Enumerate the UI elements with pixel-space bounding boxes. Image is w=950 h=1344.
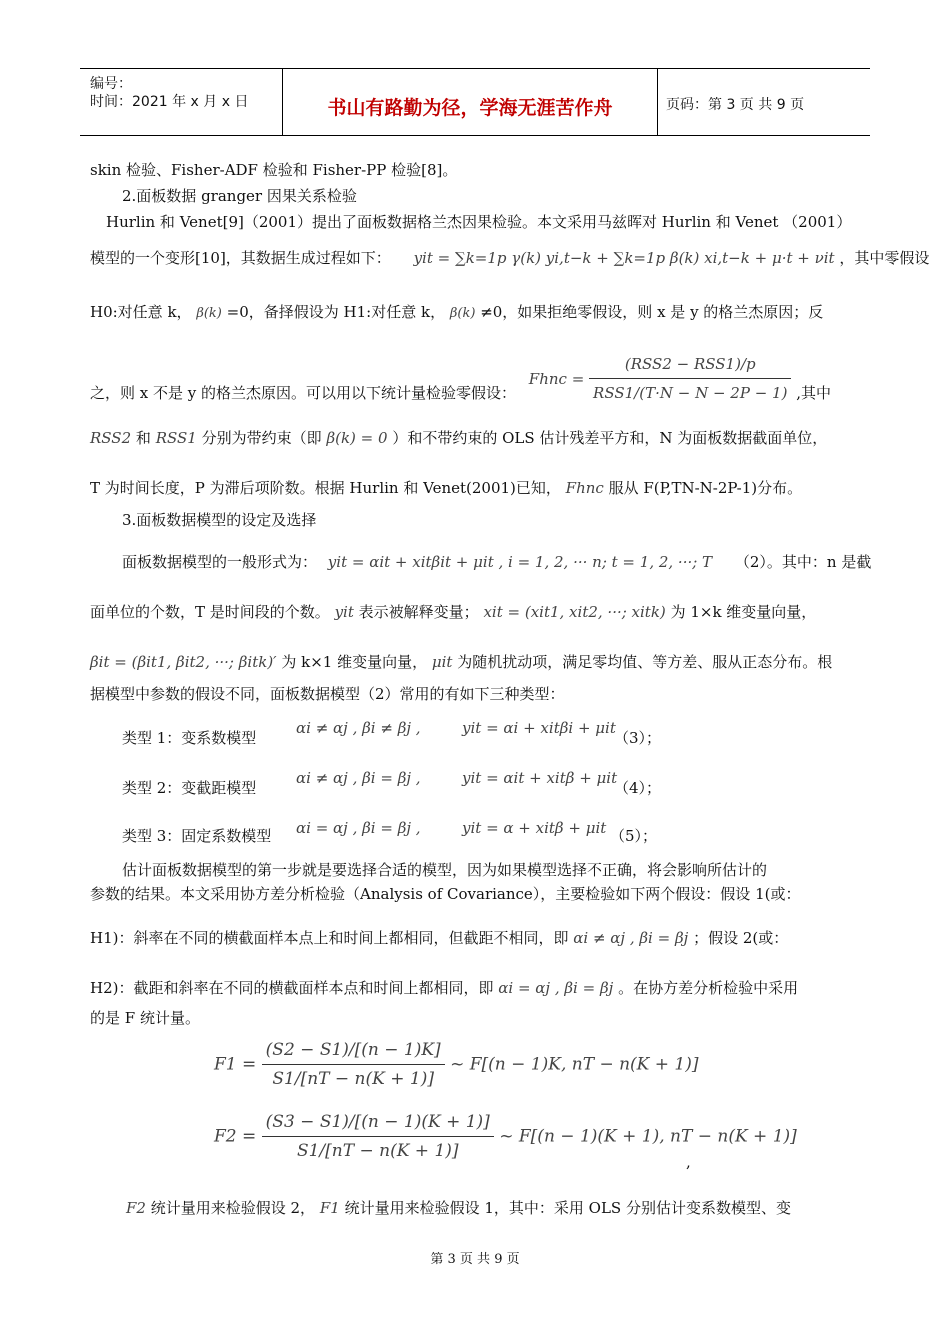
- formula-beta-it: βit = (βit1, βit2, ···; βitk)′: [90, 653, 277, 671]
- text: 分别为带约束（即: [201, 429, 322, 447]
- body-line-18: 的是 F 统计量。: [90, 1009, 200, 1027]
- formula-beta-k: β(k): [449, 306, 476, 321]
- fraction-denominator: RSS1/(T·N − N − 2P − 1): [593, 384, 788, 402]
- page-footer: 第 3 页 共 9 页: [430, 1252, 520, 1267]
- formula-f2-symbol: F2: [126, 1199, 146, 1217]
- type-2-number: （4）；: [614, 779, 662, 797]
- type-1-condition: αi ≠ αj , βi ≠ βj ,: [296, 719, 421, 737]
- formula-panel-general: yit = αit + xitβit + μit , i = 1, 2, ··· n; t = 1, 2, ···; T: [327, 553, 713, 571]
- formula-h2-condition: αi = αj , βi = βj: [498, 979, 614, 997]
- type-1-label: 类型 1：变系数模型: [122, 729, 257, 747]
- type-2-label: 类型 2：变截距模型: [122, 779, 257, 797]
- text: 为随机扰动项，满足零均值、等方差、服从正态分布。根: [457, 653, 833, 671]
- formula-f2-fraction: [262, 1110, 494, 1163]
- formula-f1-fraction: [262, 1038, 445, 1091]
- body-line-19: [126, 1198, 791, 1218]
- text: T 为时间长度，P 为滞后项阶数。根据 Hurlin 和 Venet(2001)已知，: [90, 479, 561, 497]
- doc-id-label: 编号：: [90, 76, 132, 92]
- type-2-row: [122, 778, 256, 798]
- text: 和: [135, 429, 151, 447]
- formula-beta-zero: β(k) = 0: [326, 429, 388, 447]
- text: 为 k×1 维变量向量，: [281, 653, 428, 671]
- formula-yit: yit: [334, 603, 354, 621]
- text: ）和不带约束的 OLS 估计残差平方和，N 为面板数据截面单位，: [392, 429, 828, 447]
- body-line-17: [90, 978, 798, 998]
- body-line-6: [90, 352, 831, 405]
- formula-f2: [214, 1110, 797, 1163]
- formula-rss2: RSS2: [90, 429, 132, 447]
- page-header: [80, 68, 870, 136]
- body-line-8: [90, 478, 802, 498]
- formula-xit: xit = (xit1, xit2, ···; xitk): [483, 603, 666, 621]
- body-line-3: Hurlin 和 Venet[9]（2001）提出了面板数据格兰杰因果检验。本文采用马兹晖对 Hurlin 和 Venet （2001）: [106, 213, 852, 231]
- text: 统计量用来检验假设 2，: [150, 1199, 316, 1217]
- doc-date-label: 时间：2021 年 x 月 x 日: [90, 94, 249, 110]
- formula-f2-lhs: F2 =: [214, 1126, 257, 1147]
- text: 表示被解释变量；: [358, 603, 479, 621]
- header-page-label: 页码：第 3 页 共 9 页: [666, 97, 805, 113]
- body-line-1: skin 检验、Fisher-ADF 检验和 Fisher-PP 检验[8]。: [90, 161, 458, 179]
- formula-f1-lhs: F1 =: [214, 1054, 257, 1075]
- text: 服从 F(P,TN-N-2P-1)分布。: [608, 479, 803, 497]
- section-heading-granger: 2.面板数据 granger 因果关系检验: [122, 187, 357, 205]
- type-3-number: （5）；: [610, 827, 658, 845]
- type-1-number: （3）；: [614, 729, 662, 747]
- formula-trailing-comma: ,: [686, 1153, 691, 1171]
- text: 。在协方差分析检验中采用: [618, 979, 799, 997]
- fraction-numerator: (RSS2 − RSS1)/p: [589, 352, 791, 379]
- fraction-numerator: (S2 − S1)/[(n − 1)K]: [262, 1038, 445, 1065]
- header-page-cell: [658, 69, 870, 135]
- formula-f1-symbol: F1: [319, 1199, 340, 1217]
- header-motto-cell: [283, 69, 658, 135]
- body-line-4: [90, 248, 929, 268]
- type-3-row: [122, 826, 271, 846]
- type-1-equation: yit = αi + xitβi + μit: [462, 719, 616, 737]
- formula-fhnc-fraction: [589, 352, 791, 405]
- body-line-12: [90, 652, 832, 672]
- text: =0，备择假设为 H1:对任意 k，: [226, 303, 446, 321]
- text: H0:对任意 k，: [90, 303, 192, 321]
- fraction-denominator: S1/[nT − n(K + 1)]: [296, 1141, 459, 1161]
- header-meta-cell: [80, 69, 283, 135]
- text: 之，则 x 不是 y 的格兰杰原因。可以用以下统计量检验零假设：: [90, 384, 517, 402]
- formula-f1-distribution: ~ F[(n − 1)K, nT − n(K + 1)]: [450, 1054, 699, 1075]
- text: H1)：斜率在不同的横截面样本点上和时间上都相同，但截距不相同，即: [90, 929, 569, 947]
- body-line-16: [90, 928, 788, 948]
- formula-f2-distribution: ~ F[(n − 1)(K + 1), nT − n(K + 1)]: [499, 1126, 797, 1147]
- formula-rss1: RSS1: [155, 429, 197, 447]
- text: 面板数据模型的一般形式为：: [122, 553, 318, 571]
- type-2-equation: yit = αit + xitβ + μit: [462, 769, 618, 787]
- header-motto: 书山有路勤为径，学海无涯苦作舟: [327, 97, 613, 119]
- body-line-10: [122, 552, 871, 572]
- text: H2)：截距和斜率在不同的横截面样本点和时间上都相同，即: [90, 979, 494, 997]
- type-3-label: 类型 3：固定系数模型: [122, 827, 272, 845]
- formula-fhnc-lhs: Fhnc =: [528, 369, 585, 388]
- body-line-15: 参数的结果。本文采用协方差分析检验（Analysis of Covariance），主要检验如下两个假设：假设 1(或：: [90, 885, 801, 903]
- type-3-equation: yit = α + xitβ + μit: [462, 819, 607, 837]
- text: 为 1×k 维变量向量，: [670, 603, 817, 621]
- text: ，其中零假设: [839, 249, 930, 267]
- formula-mu-it: μit: [431, 653, 453, 671]
- formula-h1-condition: αi ≠ αj , βi = βj: [573, 929, 689, 947]
- body-line-5: [90, 302, 823, 324]
- text: ；假设 2(或：: [693, 929, 789, 947]
- formula-fhnc: Fhnc: [565, 479, 604, 497]
- body-line-7: [90, 428, 827, 448]
- formula-beta-k: β(k): [196, 306, 222, 321]
- formula-dgp: yit = ∑k=1p γ(k) yi,t−k + ∑k=1p β(k) xi,t−k + μ·t + νit: [413, 249, 835, 267]
- formula-f1: [214, 1038, 699, 1091]
- fraction-denominator: S1/[nT − n(K + 1)]: [272, 1069, 434, 1089]
- type-1-row: [122, 728, 256, 748]
- text: ≠0，如果拒绝零假设，则 x 是 y 的格兰杰原因；反: [480, 303, 824, 321]
- text: ,其中: [796, 384, 832, 402]
- type-2-condition: αi ≠ αj , βi = βj ,: [296, 769, 421, 787]
- section-heading-panel-model: 3.面板数据模型的设定及选择: [122, 511, 317, 529]
- fraction-numerator: (S3 − S1)/[(n − 1)(K + 1)]: [262, 1110, 494, 1137]
- text: 面单位的个数，T 是时间段的个数。: [90, 603, 330, 621]
- body-line-13: 据模型中参数的假设不同，面板数据模型（2）常用的有如下三种类型：: [90, 685, 565, 703]
- text: 统计量用来检验假设 1，其中：采用 OLS 分别估计变系数模型、变: [344, 1199, 791, 1217]
- body-line-11: [90, 602, 816, 622]
- text: （2）。其中：n 是截: [734, 553, 872, 571]
- text: 模型的一个变形[10]，其数据生成过程如下：: [90, 249, 391, 267]
- body-line-14: 估计面板数据模型的第一步就是要选择合适的模型，因为如果模型选择不正确，将会影响所估计的: [122, 861, 768, 879]
- type-3-condition: αi = αj , βi = βj ,: [296, 819, 421, 837]
